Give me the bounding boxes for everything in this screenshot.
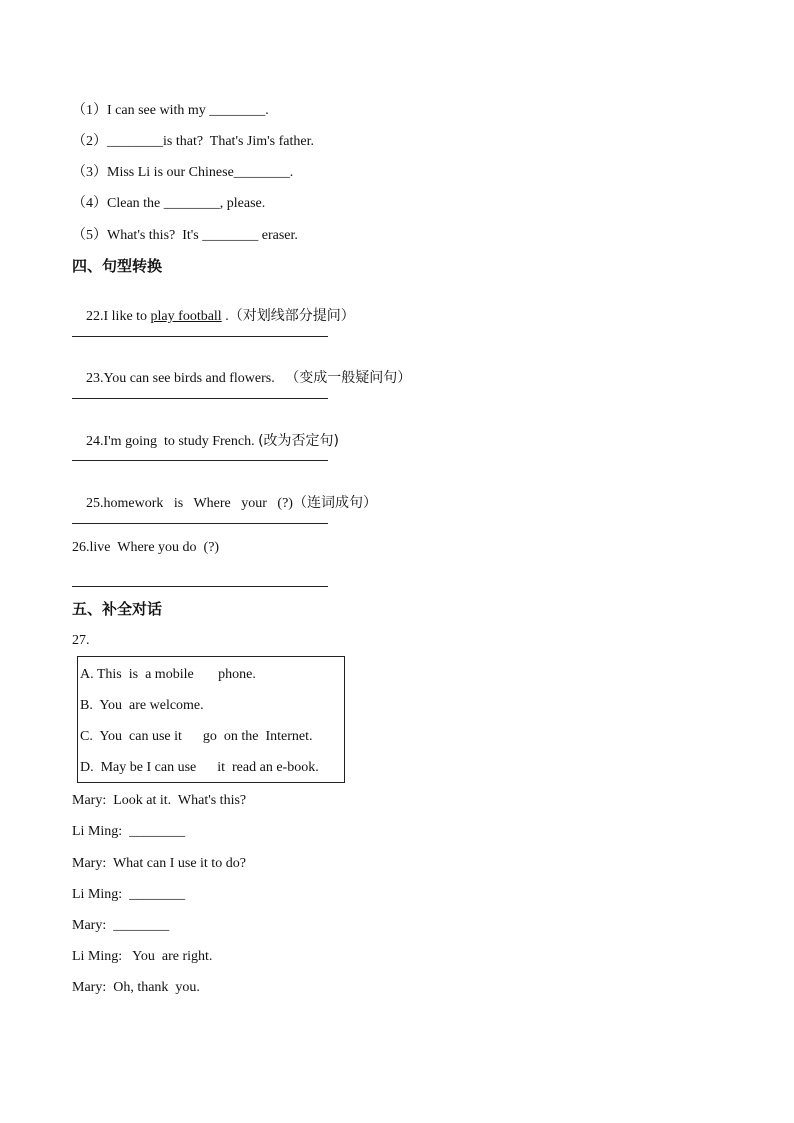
dialogue-line-2: Li Ming: ________: [72, 824, 186, 839]
answer-line-22[interactable]: [72, 336, 328, 337]
question-27-number: 27.: [72, 633, 90, 648]
option-a: A. This is a mobile phone.: [80, 667, 256, 682]
dialogue-line-4: Li Ming: ________: [72, 887, 186, 902]
question-26: 26.live Where you do (?): [72, 540, 220, 555]
q22-underlined: play football: [150, 309, 222, 324]
answer-line-26[interactable]: [72, 586, 328, 587]
fill-blank-4: （4）Clean the ________, please.: [72, 196, 266, 211]
q24-instruction: (改为否定句): [258, 433, 340, 449]
option-b: B. You are welcome.: [80, 698, 204, 713]
q22-suffix: .: [221, 309, 229, 324]
section5-heading: 五、补全对话: [72, 600, 163, 618]
dialogue-line-7: Mary: Oh, thank you.: [72, 980, 200, 995]
dialogue-line-5: Mary: ________: [72, 918, 170, 933]
q25-text: 25.homework is Where your (?): [86, 496, 293, 511]
dialogue-line-3: Mary: What can I use it to do?: [72, 856, 246, 871]
q22-prefix: 22.I like to: [86, 309, 151, 324]
q23-instruction: （变成一般疑问句）: [285, 370, 412, 386]
answer-line-24[interactable]: [72, 460, 328, 461]
dialogue-line-6: Li Ming: You are right.: [72, 949, 213, 964]
fill-blank-2: （2）________is that? That's Jim's father.: [72, 134, 314, 149]
fill-blank-3: （3）Miss Li is our Chinese________.: [72, 165, 294, 180]
q22-instruction: （对划线部分提问）: [228, 308, 355, 324]
q25-instruction: （连词成句）: [292, 495, 377, 511]
option-d: D. May be I can use it read an e-book.: [80, 760, 319, 775]
fill-blank-5: （5）What's this? It's ________ eraser.: [72, 228, 298, 243]
q24-text: 24.I'm going to study French.: [86, 434, 259, 449]
section4-heading: 四、句型转换: [72, 257, 163, 275]
q23-text: 23.You can see birds and flowers.: [86, 371, 286, 386]
fill-blank-1: （1）I can see with my ________.: [72, 103, 269, 118]
dialogue-line-1: Mary: Look at it. What's this?: [72, 793, 247, 808]
answer-line-23[interactable]: [72, 398, 328, 399]
answer-line-25[interactable]: [72, 523, 328, 524]
option-c: C. You can use it go on the Internet.: [80, 729, 313, 744]
